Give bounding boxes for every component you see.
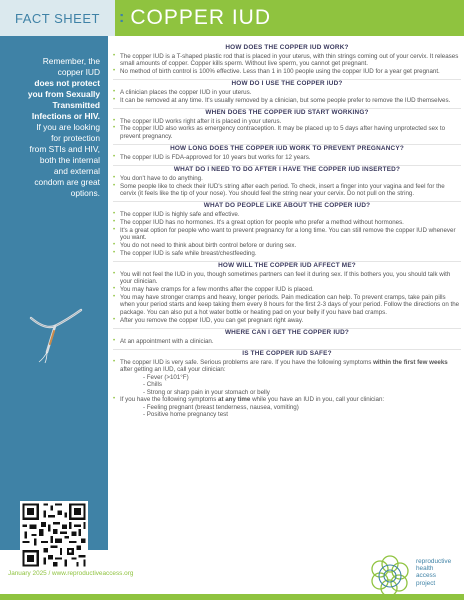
- section-heading-text: HOW DO I USE THE COPPER IUD?: [227, 80, 346, 87]
- bullet-list: [113, 53, 461, 76]
- list-item-text: You will not feel the IUD in you, though sometimes partners can feel it during sex. If this bothers you, you should talk with your clinician.: [120, 270, 451, 286]
- list-item: [113, 227, 461, 242]
- section-heading-text: IS THE COPPER IUD SAFE?: [238, 350, 335, 357]
- bullet-icon: •: [113, 249, 116, 256]
- bullet-list: [113, 271, 461, 324]
- bullet-icon: •: [113, 182, 116, 189]
- list-item-text: A clinician places the copper IUD in your uterus.: [120, 88, 252, 96]
- list-item: [113, 183, 461, 198]
- symptom-item: - Feeling pregnant (breast tenderness, nausea, vomiting): [143, 404, 299, 411]
- footer: [0, 550, 464, 600]
- sidebar-line: both the internal: [39, 155, 100, 165]
- bullet-icon: •: [113, 337, 116, 344]
- section-heading-text: WHAT DO I NEED TO DO AFTER I HAVE THE COPPER IUD INSERTED?: [170, 166, 404, 173]
- list-item-text: You do not need to think about birth control before or during sex.: [120, 242, 297, 249]
- bullet-icon: •: [113, 117, 116, 124]
- bullet-list: [113, 154, 461, 161]
- sidebar: [0, 36, 108, 550]
- bullet-list: [113, 175, 461, 198]
- list-item: [113, 154, 461, 161]
- symptom-item: - Strong or sharp pain in your stomach or belly: [143, 388, 270, 396]
- bottom-strip: [0, 594, 464, 600]
- footer-date-url: January 2025 / www.reproductiveaccess.org: [8, 570, 134, 577]
- list-item-text: while you have an IUD in you, call your clinician:: [250, 396, 385, 404]
- bullet-icon: •: [113, 125, 116, 132]
- list-item: [113, 219, 461, 226]
- list-item: [113, 175, 461, 182]
- section-heading-text: WHAT DO PEOPLE LIKE ABOUT THE COPPER IUD?: [200, 202, 375, 209]
- header-title-bar: [115, 0, 464, 36]
- section-heading-text: HOW LONG DOES THE COPPER IUD WORK TO PREVENT PREGNANCY?: [166, 145, 408, 152]
- bullet-icon: •: [113, 174, 116, 181]
- sidebar-line: you from Sexually: [27, 89, 100, 99]
- bullet-icon: •: [113, 286, 116, 293]
- list-item: [113, 338, 461, 345]
- sidebar-line: does not protect: [34, 78, 100, 88]
- bullet-list: [113, 118, 461, 141]
- list-item-text: You don't have to do anything.: [120, 174, 203, 182]
- list-item: [113, 396, 461, 403]
- sidebar-line: Transmitted: [52, 100, 100, 110]
- list-item-text: Some people like to check their IUD's string after each period. To check, insert a finger into your vagina and feel for the cervix (it feels like the tip of your nose). You should feel the string near your cervix. Do not pull on the string.: [120, 182, 445, 197]
- list-item-text: After you remove the copper IUD, you can get pregnant right away.: [120, 316, 304, 324]
- section-heading: [113, 144, 461, 152]
- list-item-text: It's a great option for people who want to prevent pregnancy for a long time. You can still remove the copper IUD whenever you want.: [120, 226, 456, 242]
- bullet-icon: •: [113, 270, 116, 277]
- list-item: [113, 118, 461, 125]
- bullet-icon: •: [113, 218, 116, 225]
- bullet-icon: •: [113, 396, 116, 403]
- list-item-text: The copper IUD has no hormones. It's a great option for people who prefer a method without hormones.: [120, 218, 404, 226]
- list-item: [113, 89, 461, 96]
- section-heading: [113, 108, 461, 116]
- list-item: [113, 53, 461, 68]
- section-heading: [113, 44, 461, 51]
- bullet-list: [113, 211, 461, 257]
- section-heading: [113, 201, 461, 209]
- list-item-text: The copper IUD is safe while breast/chestfeeding.: [120, 249, 257, 257]
- sidebar-line: for protection: [51, 133, 100, 143]
- list-item-emphasis: at any time: [218, 396, 251, 404]
- symptom-item: - Fever (>101°F): [143, 373, 189, 381]
- bullet-icon: •: [113, 67, 116, 74]
- section-heading-text: HOW DOES THE COPPER IUD WORK?: [221, 44, 352, 51]
- list-item-text: The copper IUD is very safe. Serious problems are rare. If you have the following symptoms: [120, 358, 374, 366]
- list-item-text: No method of birth control is 100% effective. Less than 1 in 100 people using the copper IUD for a year get pregnant.: [120, 67, 440, 75]
- bullet-icon: •: [113, 226, 116, 233]
- bullet-icon: •: [113, 96, 116, 103]
- list-item-emphasis: within the first few weeks: [373, 358, 448, 366]
- sidebar-reminder: [10, 56, 100, 199]
- bullet-icon: •: [113, 316, 116, 323]
- header-label-box: [0, 0, 115, 36]
- sidebar-line: condom are great: [34, 177, 100, 187]
- bullet-icon: •: [113, 52, 116, 59]
- list-item: [113, 250, 461, 257]
- bullet-list: [113, 89, 461, 104]
- bullet-icon: •: [113, 210, 116, 217]
- list-item: [113, 68, 461, 75]
- list-item-text: The copper IUD is FDA-approved for 10 years but works for 12 years.: [120, 153, 311, 161]
- section-heading-text: WHEN DOES THE COPPER IUD START WORKING?: [201, 109, 372, 116]
- section-heading: [113, 349, 461, 357]
- sidebar-line: If you are looking: [36, 122, 100, 132]
- list-item: [113, 271, 461, 286]
- bullet-icon: •: [113, 153, 116, 160]
- sidebar-line: from STIs and HIV,: [29, 144, 100, 154]
- symptom-item: - Chills: [143, 381, 162, 389]
- bullet-icon: •: [113, 358, 116, 365]
- section-heading: [113, 79, 461, 87]
- list-item-text: The copper IUD is a T-shaped plastic rod that is placed in your uterus, with thin strings coming out of your cervix. It releases small amounts of copper. Copper kills sperm. Without live sperm, you cannot get pregnant.: [120, 52, 459, 67]
- rhap-org-line: reproductive: [416, 558, 452, 565]
- list-item-text: You may have cramps for a few months after the copper IUD is placed.: [120, 286, 314, 294]
- section-heading-text: WHERE CAN I GET THE COPPER IUD?: [221, 329, 353, 336]
- bullet-list: [113, 338, 461, 345]
- list-item-text: The copper IUD also works as emergency contraception. It may be placed up to 5 days after having unprotected sex to prevent pregnancy.: [120, 125, 446, 140]
- header-colon: :: [119, 9, 125, 26]
- section-heading: [113, 165, 461, 173]
- bullet-icon: •: [113, 242, 116, 248]
- rhap-org-line: project: [416, 579, 436, 587]
- section-heading-text: HOW WILL THE COPPER IUD AFFECT ME?: [214, 262, 360, 269]
- list-item-text: At an appointment with a clinician.: [120, 337, 214, 345]
- list-item: [113, 286, 461, 293]
- bullet-icon: •: [113, 294, 116, 301]
- list-item-text: It can be removed at any time. It's usually removed by a clinician, but some people prefer to remove the IUD themselves.: [120, 96, 451, 104]
- bullet-list: [113, 359, 461, 419]
- list-item: [113, 125, 461, 140]
- list-item: [113, 359, 461, 374]
- list-item-text: after getting an IUD, call your clinician:: [120, 365, 226, 373]
- list-item: [113, 294, 461, 316]
- iud-device-icon: [25, 304, 85, 364]
- rhap-logo-icon: [368, 554, 412, 598]
- list-item: [113, 242, 461, 249]
- section-heading: [113, 261, 461, 269]
- list-item: [113, 317, 461, 324]
- header: [0, 0, 464, 36]
- list-item-text: You may have stronger cramps and heavy, longer periods. Pain medication can help. To prevent cramps, take pain pills when your period starts and keep taking them every 8 hours for the first 2-3 days of your period. Follow the directions on the package. You can also put a hot water bottle or heating pad on your belly if you have bad cramps.: [120, 294, 460, 316]
- list-item-text: The copper IUD works right after it is placed in your uterus.: [120, 117, 282, 125]
- bullet-icon: •: [113, 88, 116, 95]
- sidebar-line: copper IUD: [57, 67, 100, 77]
- sidebar-line: and external: [53, 166, 100, 176]
- list-item: [113, 97, 461, 104]
- rhap-org-name: [416, 558, 451, 587]
- fact-sheet-label: FACT SHEET: [15, 10, 100, 26]
- rhap-org-line: access: [416, 572, 436, 580]
- symptom-item: - Positive home pregnancy test: [143, 411, 228, 419]
- main-content: [113, 40, 461, 419]
- rhap-org-line: health: [416, 565, 434, 573]
- list-item: [113, 211, 461, 218]
- sidebar-line: Infections or HIV.: [31, 111, 100, 121]
- section-heading: [113, 328, 461, 336]
- page-title: COPPER IUD: [130, 6, 272, 29]
- list-item-text: The copper IUD is highly safe and effective.: [120, 210, 240, 218]
- list-item-text: If you have the following symptoms: [120, 396, 219, 404]
- sidebar-line: options.: [70, 188, 100, 198]
- sidebar-line: Remember, the: [42, 56, 100, 66]
